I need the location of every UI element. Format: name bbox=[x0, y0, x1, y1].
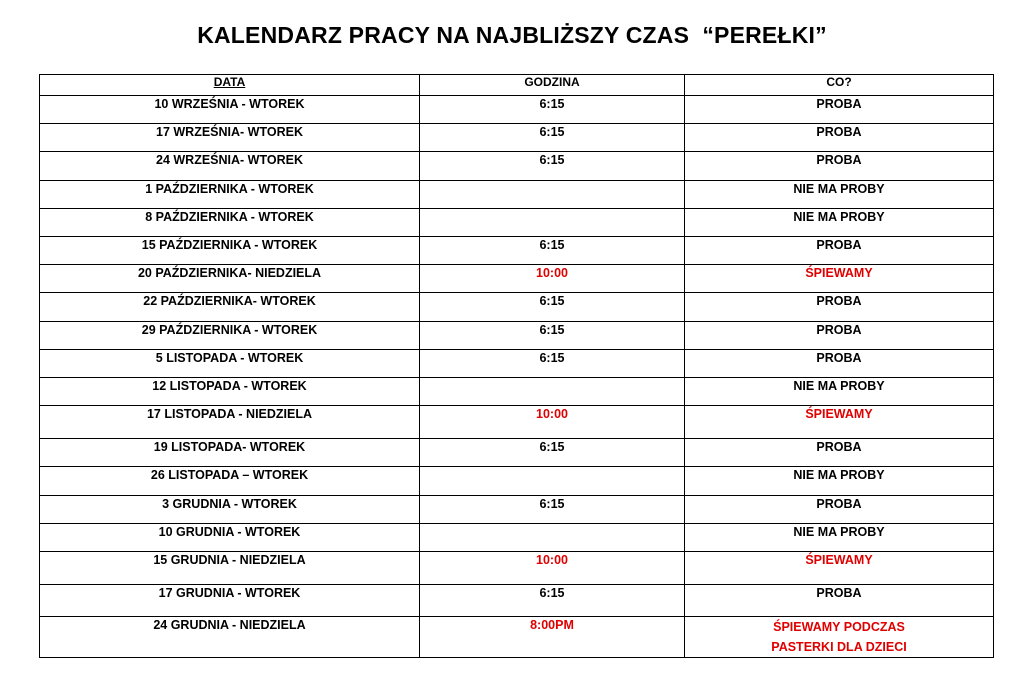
row-activity bbox=[685, 495, 994, 523]
row-activity-text: ŚPIEWAMY bbox=[805, 407, 873, 422]
row-time-text: 10:00 bbox=[536, 553, 568, 568]
row-date bbox=[40, 180, 420, 208]
row-date bbox=[40, 208, 420, 236]
row-time bbox=[420, 96, 685, 124]
row-date-text: 24 GRUDNIA - NIEDZIELA bbox=[153, 617, 306, 632]
row-activity-text: PROBA bbox=[816, 125, 862, 140]
row-date-text: 3 GRUDNIA - WTOREK bbox=[162, 496, 297, 511]
table-row bbox=[40, 96, 994, 124]
table-row bbox=[40, 349, 994, 377]
row-date-text: 22 PAŹDZIERNIKA- WTOREK bbox=[143, 294, 316, 309]
row-date bbox=[40, 124, 420, 152]
row-date-text: 19 LISTOPADA- WTOREK bbox=[153, 440, 306, 455]
table-row bbox=[40, 152, 994, 180]
row-activity bbox=[685, 236, 994, 264]
row-activity-text: NIE MA PROBY bbox=[793, 378, 885, 393]
row-date bbox=[40, 552, 420, 585]
row-time-text: 6:15 bbox=[539, 153, 565, 168]
row-date-text: 29 PAŹDZIERNIKA - WTOREK bbox=[141, 322, 318, 337]
page-title: KALENDARZ PRACY NA NAJBLIŻSZY CZAS “PEREŁKI” bbox=[197, 22, 827, 48]
row-activity bbox=[685, 523, 994, 551]
row-activity-text: PROBA bbox=[816, 350, 862, 365]
row-date-text: 15 GRUDNIA - NIEDZIELA bbox=[153, 553, 306, 568]
table-row bbox=[40, 616, 994, 658]
table-header-row bbox=[40, 75, 994, 96]
table-row bbox=[40, 208, 994, 236]
row-date bbox=[40, 349, 420, 377]
row-time-text: 6:15 bbox=[539, 322, 565, 337]
row-activity-text: ŚPIEWAMY bbox=[805, 266, 873, 281]
row-date-text: 17 GRUDNIA - WTOREK bbox=[158, 586, 301, 601]
row-date-text: 10 GRUDNIA - WTOREK bbox=[158, 524, 301, 539]
row-activity bbox=[685, 552, 994, 585]
row-activity-text: PROBA bbox=[816, 496, 862, 511]
row-activity-text: PROBA bbox=[816, 153, 862, 168]
row-time bbox=[420, 236, 685, 264]
row-time-text: 6:15 bbox=[539, 440, 565, 455]
column-header-what: CO? bbox=[685, 75, 994, 96]
row-activity bbox=[685, 265, 994, 293]
row-activity bbox=[685, 293, 994, 321]
row-date-text: 8 PAŹDZIERNIKA - WTOREK bbox=[145, 209, 314, 224]
row-date-text: 15 PAŹDZIERNIKA - WTOREK bbox=[141, 237, 318, 252]
table-row bbox=[40, 523, 994, 551]
row-time bbox=[420, 293, 685, 321]
row-date-text: 24 WRZEŚNIA- WTOREK bbox=[156, 153, 303, 168]
row-activity bbox=[685, 96, 994, 124]
row-date-text: 12 LISTOPADA - WTOREK bbox=[152, 378, 307, 393]
row-date bbox=[40, 467, 420, 495]
row-time bbox=[420, 124, 685, 152]
row-date-text: 5 LISTOPADA - WTOREK bbox=[155, 350, 304, 365]
table-row bbox=[40, 585, 994, 616]
row-activity bbox=[685, 377, 994, 405]
row-activity-text: PROBA bbox=[816, 586, 862, 601]
row-time-text bbox=[420, 524, 684, 525]
row-date bbox=[40, 236, 420, 264]
row-activity-text: ŚPIEWAMY bbox=[805, 553, 873, 568]
row-time-text bbox=[420, 181, 684, 182]
row-date-text: 10 WRZEŚNIA - WTOREK bbox=[154, 97, 305, 111]
row-activity bbox=[685, 585, 994, 616]
row-date bbox=[40, 616, 420, 658]
row-time bbox=[420, 152, 685, 180]
row-date bbox=[40, 265, 420, 293]
row-date bbox=[40, 152, 420, 180]
row-time bbox=[420, 208, 685, 236]
row-date bbox=[40, 495, 420, 523]
row-activity-text: NIE MA PROBY bbox=[793, 468, 885, 483]
row-time-text: 6:15 bbox=[539, 294, 565, 309]
row-date-text: 26 LISTOPADA – WTOREK bbox=[150, 468, 309, 483]
row-time bbox=[420, 406, 685, 439]
table-row bbox=[40, 321, 994, 349]
table-row bbox=[40, 377, 994, 405]
row-time bbox=[420, 321, 685, 349]
row-activity bbox=[685, 124, 994, 152]
row-time-text: 6:15 bbox=[539, 97, 565, 111]
row-date-text: 17 WRZEŚNIA- WTOREK bbox=[156, 125, 303, 140]
row-time-text: 6:15 bbox=[539, 496, 565, 511]
row-date bbox=[40, 96, 420, 124]
table-row bbox=[40, 236, 994, 264]
row-date bbox=[40, 585, 420, 616]
row-activity bbox=[685, 349, 994, 377]
row-time-text bbox=[420, 378, 684, 379]
row-activity bbox=[685, 467, 994, 495]
row-activity-text: PROBA bbox=[816, 440, 862, 455]
row-activity-text: PROBA bbox=[816, 294, 862, 309]
row-activity bbox=[685, 616, 994, 658]
row-activity-line: ŚPIEWAMY PODCZAS bbox=[773, 619, 905, 634]
row-time bbox=[420, 467, 685, 495]
column-header-date bbox=[40, 75, 420, 96]
row-date bbox=[40, 439, 420, 467]
table-row bbox=[40, 406, 994, 439]
row-activity-line: PASTERKI DLA DZIECI bbox=[771, 639, 907, 654]
table-row bbox=[40, 180, 994, 208]
row-time-text: 10:00 bbox=[536, 407, 568, 422]
row-date bbox=[40, 523, 420, 551]
table-row bbox=[40, 293, 994, 321]
column-header-time: GODZINA bbox=[420, 75, 685, 96]
row-activity bbox=[685, 439, 994, 467]
table-row bbox=[40, 265, 994, 293]
row-time bbox=[420, 552, 685, 585]
row-time-text: 6:15 bbox=[539, 586, 565, 601]
row-activity-text: PROBA bbox=[816, 97, 862, 111]
row-time-text bbox=[420, 209, 684, 210]
row-date-text: 20 PAŹDZIERNIKA- NIEDZIELA bbox=[137, 266, 322, 281]
row-time bbox=[420, 377, 685, 405]
row-date-text: 17 LISTOPADA - NIEDZIELA bbox=[146, 407, 313, 422]
row-time bbox=[420, 616, 685, 658]
row-date bbox=[40, 321, 420, 349]
row-activity bbox=[685, 152, 994, 180]
row-date bbox=[40, 293, 420, 321]
row-time bbox=[420, 265, 685, 293]
row-time-text: 8:00PM bbox=[530, 617, 574, 632]
row-time-text: 10:00 bbox=[536, 266, 568, 281]
table-row bbox=[40, 552, 994, 585]
row-date bbox=[40, 406, 420, 439]
row-activity bbox=[685, 321, 994, 349]
row-activity-text: NIE MA PROBY bbox=[793, 524, 885, 539]
table-row bbox=[40, 495, 994, 523]
row-time-text: 6:15 bbox=[539, 237, 565, 252]
row-activity-text: NIE MA PROBY bbox=[793, 181, 885, 196]
row-activity bbox=[685, 406, 994, 439]
row-time-text: 6:15 bbox=[539, 125, 565, 140]
table-row bbox=[40, 439, 994, 467]
row-time bbox=[420, 349, 685, 377]
row-time-text: 6:15 bbox=[539, 350, 565, 365]
table-row bbox=[40, 467, 994, 495]
row-time bbox=[420, 585, 685, 616]
row-activity bbox=[685, 180, 994, 208]
table-row bbox=[40, 124, 994, 152]
row-time bbox=[420, 180, 685, 208]
column-header-date-label: DATA bbox=[213, 75, 246, 89]
row-time bbox=[420, 523, 685, 551]
row-activity-text: NIE MA PROBY bbox=[793, 209, 885, 224]
schedule-table bbox=[39, 74, 994, 658]
row-time bbox=[420, 495, 685, 523]
row-date bbox=[40, 377, 420, 405]
row-activity-text: PROBA bbox=[816, 237, 862, 252]
row-activity bbox=[685, 208, 994, 236]
row-activity-text: PROBA bbox=[816, 322, 862, 337]
row-date-text: 1 PAŹDZIERNIKA - WTOREK bbox=[145, 181, 314, 196]
row-time-text bbox=[420, 467, 684, 468]
row-time bbox=[420, 439, 685, 467]
